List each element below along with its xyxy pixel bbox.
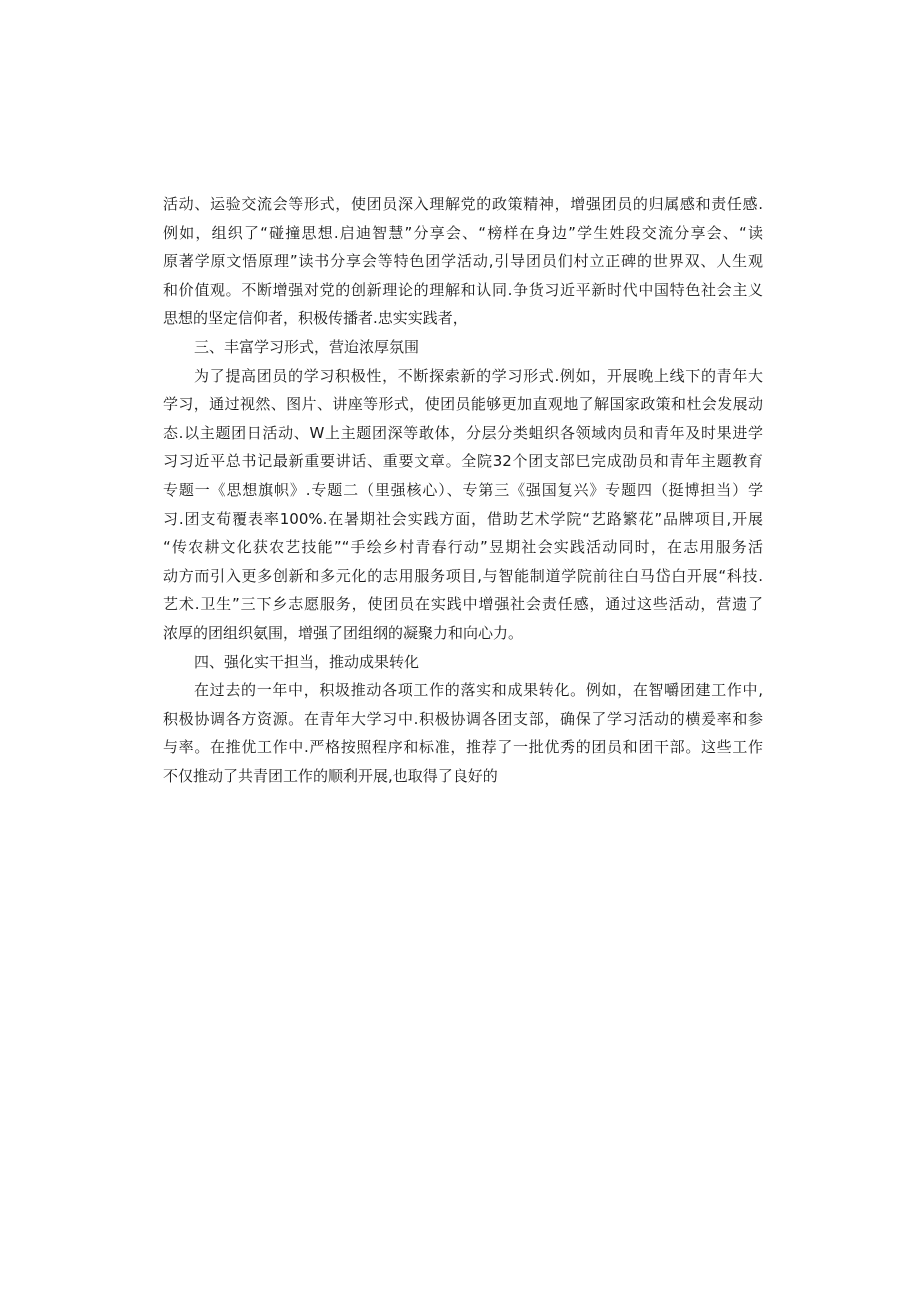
section-heading: 三、丰富学习形式，营迨浓厚氛围 (194, 337, 420, 356)
text-line: 不仅推动了共青团工作的顺利开展,也取得了良好的 (163, 766, 498, 785)
text-line: 态.以主题团日活动、W上主题团深等敢体，分层分类蛆织各领域肉员和青年及时果进学 (163, 423, 763, 442)
text-line: 在过去的一年中，积圾推动各项工作的落实和成果转化。例如，在智嚼团建工作中, (194, 681, 763, 700)
text-line: 原著学原文悟原理”读书分享会等特色团学活动,引导团员们村立正碑的世界双、人生观 (163, 252, 763, 271)
text-line: 活动、运验交流会等形式，使团员深入理解党的政策精神，增强团员的归属感和责任感. (163, 195, 763, 213)
text-line: 积极协调各方资源。在青年大学习中.积极协调各团支部，确保了学习活动的横爰率和参 (163, 709, 763, 728)
text-line: 为了提高团员的学习积极性，不断探索新的学习形式.例如，开展晚上线下的青年大 (194, 366, 763, 385)
text-line: 和价值观。不断增强对党的创新理论的理解和认同.争货习近平新时代中国特色社会主义 (163, 280, 763, 299)
document-body (163, 190, 763, 790)
text-line: 浓厚的团组织氨围，增强了团组纲的凝聚力和向心力。 (163, 623, 524, 642)
text-line: 艺术.卫生”三下乡志愿服务，使团员在实践中增强社会责任感，通过这些活动，营遗了 (163, 595, 763, 614)
text-line: 思想的坚定信仰者，积极传播者.忠实实践者， (163, 309, 468, 328)
text-line: 专题一《思想旗帜》.专题二（里强核心）、专第三《强国复兴》专题四（挺博担当）学 (163, 480, 763, 499)
text-line: 习.团支荀覆表率100%.在暑期社会实践方面，借助艺术学院“艺路繁花”品牌项目,开展 (163, 509, 763, 528)
text-line: 与率。在推优工作中.严格按照程序和标准，推荐了一批优秀的团员和团干部。这些工作 (163, 738, 763, 757)
text-line: 学习，通过视然、图片、讲座等形式，使团员能够更加直观地了解国家政策和杜会发展动 (163, 395, 763, 414)
text-line: 例如，组织了“碰撞思想.启迪智慧”分享会、“榜样在身边”学生姓段交流分享会、“读 (163, 223, 763, 242)
section-heading: 四、强化实干担当，推动成果转化 (194, 652, 420, 671)
text-line: “传农耕文化获农艺技能”“手绘乡村青春行动”昱期社会实践活动同时，在志用服务活 (163, 538, 763, 557)
text-line: 动方而引入更多创新和多元化的志用服务项目,与智能制道学院前往白马岱白开展“科技. (163, 566, 763, 585)
text-line: 习习近平总书记最新重要讲话、重要文章。全院32个团支部巳完成劭员和青年主题教育 (163, 452, 763, 471)
